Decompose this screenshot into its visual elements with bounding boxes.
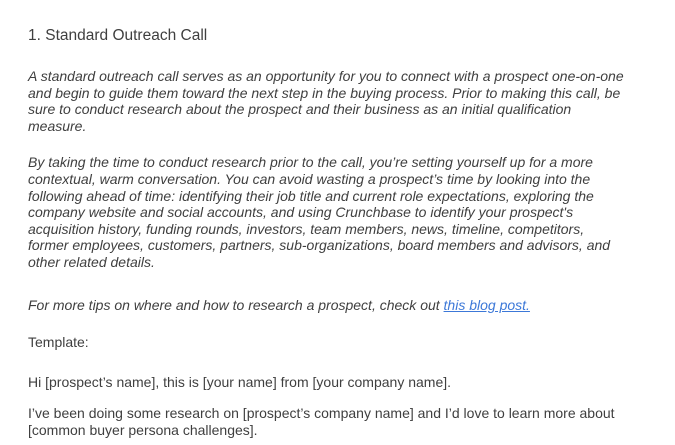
template-label: Template: bbox=[28, 334, 89, 351]
template-research-line: I’ve been doing some research on [prospect’s company name] and I’d love to learn more about [common buyer persona challenges]. bbox=[28, 405, 615, 438]
section-heading: 1. Standard Outreach Call bbox=[28, 27, 208, 44]
template-greeting-line: Hi [prospect’s name], this is [your name] from [your company name]. bbox=[28, 373, 452, 390]
intro-paragraph-1: A standard outreach call serves as an opportunity for you to connect with a prospect one-on-one and begin to guide them toward the next step in the buying process. Prior to making this call, be sure to conduct research about the prospect and their business as an initial qualification measure. bbox=[28, 68, 624, 134]
blog-post-link[interactable]: this blog post. bbox=[443, 296, 530, 313]
tips-line bbox=[28, 297, 640, 314]
tips-line-text: For more tips on where and how to research a prospect, check out bbox=[28, 296, 444, 313]
intro-paragraph-2: By taking the time to conduct research prior to the call, you’re setting yourself up for a more contextual, warm conversation. You can avoid wasting a prospect’s time by looking into the following ahead of time: identifying their job title and current role expectations, exploring the company website and social accounts, and using Crunchbase to identify your prospect's acquisition history, funding rounds, investors, team members, news, timeline, competitors, former employees, customers, partners, sub-organizations, board members and advisors, and other related details. bbox=[28, 154, 611, 270]
